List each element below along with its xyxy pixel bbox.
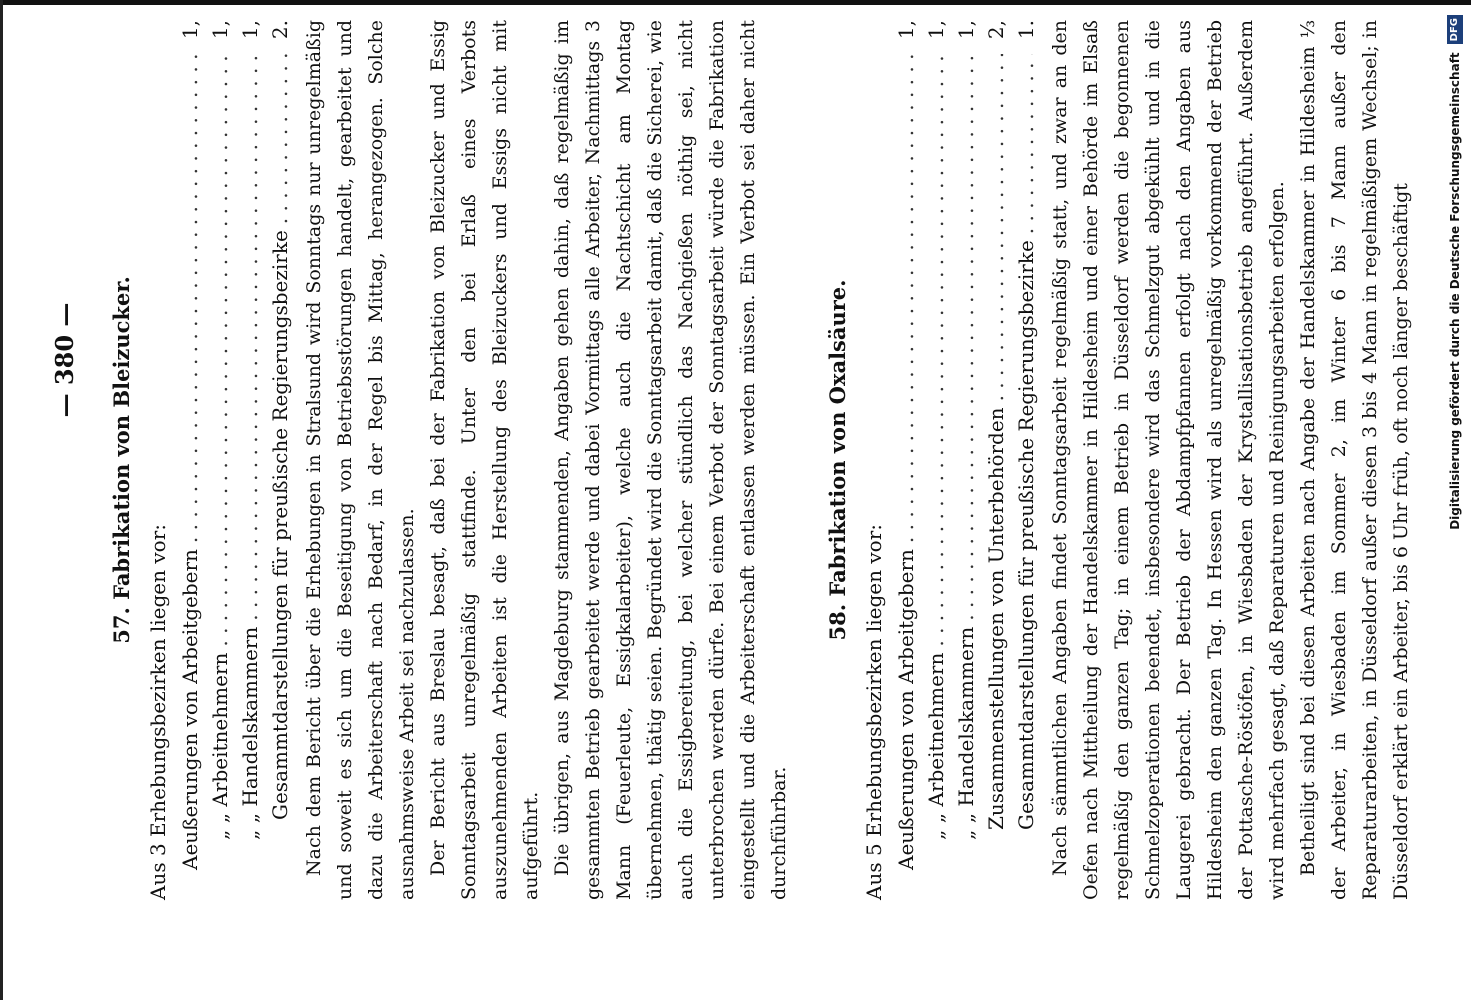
section-58-entries (891, 20, 1041, 900)
entry-label: Aeußerungen von Arbeitgebern (894, 549, 918, 870)
entry-row (265, 20, 295, 900)
section-58-title: 58. Fabrikation von Oxalsäure. (825, 279, 850, 641)
entry-label: Zusammenstellungen von Unterbehörden (984, 407, 1008, 830)
leader-dots (265, 54, 295, 224)
section-58 (821, 20, 1417, 900)
paragraph: Nach sämmtlichen Angaben findet Sonntagsarbeit regelmäßig statt, und zwar an den Oefen nach Mittheilung der Handelskammer in Hildesheim und einer Behörde im Elsaß regelmäßig den ganzen Tag; in einem Betrieb in Düsseldorf werden die begonnenen Schmelzoperationen beendet, insbesondere wird das Schmelzgut abgekühlt und in die Laugerei gebracht. Der Betrieb der Abdampfpfannen erfolgt nach den Angaben aus Hildesheim den ganzen Tag. In Hessen wird als unregelmäßig vorkommend der Betrieb der Pottasche-Röstöfen, in Wiesbaden der Krystallisationsbetrieb angeführt. Außerdem wird mehrfach gesagt, daß Reparaturen und Reinigungsarbeiten erfolgen. (1049, 20, 1288, 900)
paragraph: Nach dem Bericht über die Erhebungen in Stralsund wird Sonntags nur unregelmäßig und soweit es sich um die Beseitigung von Betriebsstörungen handelt, gearbeitet und dazu die Arbeiterschaft nach Bedarf, in der Regel bis Mittag, herangezogen. Solche ausnahmsweise Arbeit sei nachzulassen. (303, 20, 418, 900)
entry-row (891, 20, 921, 900)
section-57-intro: Aus 3 Erhebungsbezirken liegen vor: (146, 523, 170, 900)
section-57-entries (175, 20, 295, 900)
entry-value: 1, (238, 20, 262, 40)
entry-label: Gesammtdarstellungen für preußische Regierungsbezirke (1014, 240, 1038, 830)
leader-dots (951, 54, 981, 621)
entry-label: „ „ Arbeitnehmern (208, 652, 232, 840)
entry-label: „ „ Handelskammern (238, 626, 262, 840)
rotated-page (45, 20, 1412, 900)
funding-note-text: Digitalisierung gefördert durch die Deutsche Forschungsgemeinschaft (1448, 52, 1462, 530)
entry-row (951, 20, 981, 900)
entry-row (1011, 20, 1041, 900)
entry-row (205, 20, 235, 900)
paragraph: Die übrigen, aus Magdeburg stammenden, Angaben gehen dahin, daß regelmäßig im gesammten Betrieb gearbeitet werde und dabei Vormittags alle Arbeiter, Nachmittags 3 Mann (Feuerleute, Essigkalarbeiter), welche auch die Nachtschicht am Montag übernehmen, thätig seien. Begründet wird die Sonntagsarbeit damit, daß die Sicherei, wie auch die Essigbereitung, bei welcher stündlich das Nachgießen nöthig sei, nicht unterbrochen werden dürfe. Bei einem Verbot der Sonntagsarbeit würde die Fabrikation eingestellt und die Arbeiterschaft entlassen werden müssen. Ein Verbot sei daher nicht durchführbar. (551, 20, 790, 900)
section-57 (105, 20, 795, 900)
entry-row (981, 20, 1011, 900)
entry-value: 1, (208, 20, 232, 40)
entry-row (235, 20, 265, 900)
entry-label: Gesammtdarstellungen für preußische Regierungsbezirke (268, 230, 292, 820)
entry-row (921, 20, 951, 900)
entry-row (175, 20, 205, 900)
page-number: — 380 — (50, 302, 79, 418)
leader-dots (921, 54, 951, 647)
paragraph: Betheiligt sind bei diesen Arbeiten nach Angabe der Handelskammer in Hildesheim ⅓ der Arbeiter, in Wiesbaden im Sommer 2, im Winter 6 bis 7 Mann außer den Reparaturarbeiten, in Düsseldorf außer diesen 3 bis 4 Mann in regelmäßigem Wechsel; in Düsseldorf erklärt ein Arbeiter, bis 6 Uhr früh, oft noch länger beschäftigt (1297, 20, 1412, 900)
paragraph: Der Bericht aus Breslau besagt, daß bei der Fabrikation von Bleizucker und Essig Sonntagsarbeit unregelmäßig stattfinde. Unter den bei Erlaß eines Verbots auszunehmenden Arbeiten ist die Herstellung des Bleizuckers und Essigs nicht mit aufgeführt. (427, 20, 542, 900)
entry-value: 1, (894, 20, 918, 40)
entry-label: „ „ Handelskammern (954, 626, 978, 840)
leader-dots (981, 54, 1011, 401)
leader-dots (235, 54, 265, 621)
dfg-logo-icon: DFG (1447, 15, 1463, 44)
leader-dots (175, 54, 205, 543)
section-57-title: 57. Fabrikation von Bleizucker. (109, 276, 134, 644)
entry-value: 1, (954, 20, 978, 40)
entry-label: Aeußerungen von Arbeitgebern (178, 549, 202, 870)
entry-value: 2. (268, 20, 292, 40)
entry-value: 1, (924, 20, 948, 40)
entry-value: 2, (984, 20, 1008, 40)
funding-note (1440, 15, 1470, 995)
leader-dots (891, 54, 921, 543)
leader-dots (205, 54, 235, 647)
scan-top-edge (0, 0, 1471, 5)
leader-dots (1011, 54, 1041, 234)
section-58-intro: Aus 5 Erhebungsbezirken liegen vor: (862, 523, 886, 900)
entry-value: 1, (178, 20, 202, 40)
entry-value: 1. (1014, 20, 1038, 40)
scan-left-edge (0, 0, 3, 1000)
entry-label: „ „ Arbeitnehmern (924, 652, 948, 840)
